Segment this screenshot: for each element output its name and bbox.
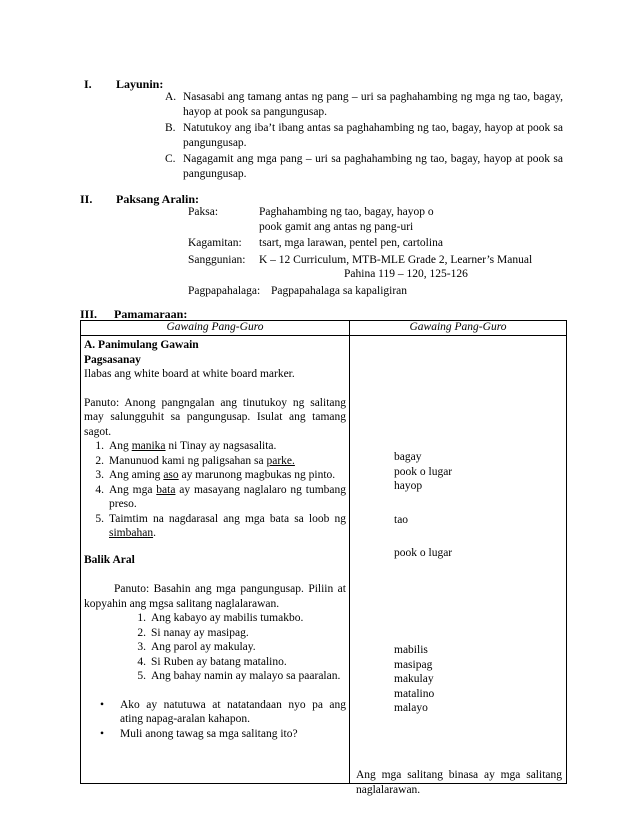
pagpapahalaga-row: Pagpapahalaga: Pagpapahalaga sa kapaligiran [188, 284, 408, 297]
list-item: 5. Taimtim na nagdarasal ang mga bata sa loob ng simbahan. [95, 512, 346, 539]
list-item: 1. Ang kabayo ay mabilis tumakbo. [137, 612, 304, 624]
bullet-item: • Muli anong tawag sa mga salitang ito? [84, 727, 346, 742]
pamamaraan-table [80, 320, 567, 796]
answers-2 [394, 643, 434, 716]
section-title: Pamamaraan: [114, 307, 188, 321]
answer: tao [394, 513, 409, 526]
answers-1 [394, 450, 452, 561]
paksang-aralin-details [188, 205, 568, 298]
ilabas-text: Ilabas ang white board at white board marker. [84, 368, 295, 380]
list-item: 1. Ang manika ni Tinay ay nagsasalita. [95, 440, 277, 452]
sanggunian-row: Sanggunian: K – 12 Curriculum, MTB-MLE Grade 2, Learner’s Manual Pahina 119 – 120, 125-126 [188, 253, 533, 280]
objective-item: C. Nagagamit ang mga pang – uri sa paghahambing ng tao, bagay, hayop at pook sa pangungusap. [165, 153, 563, 180]
panimulang-gawain-heading: A. Panimulang Gawain [84, 339, 199, 351]
balik-aral-list [84, 611, 346, 684]
section-title: Layunin: [116, 77, 164, 91]
final-answer: Ang mga salitang binasa ay mga salitang naglalarawan. [356, 769, 562, 796]
bullet-icon: • [99, 698, 105, 711]
list-item: 4. Si Ruben ay batang matalino. [137, 655, 287, 668]
panuto-2: Panuto: Basahin ang mga pangungusap. Piliin at kopyahin ang mgsa salitang naglalarawan. [84, 583, 346, 610]
answer: makulay [394, 673, 434, 685]
objectives-list [165, 90, 563, 183]
teacher-activity-cell [81, 336, 350, 784]
answer: pook o lugar [394, 465, 453, 478]
answer: pook o lugar [394, 547, 453, 559]
section-title: Paksang Aralin: [116, 192, 200, 206]
list-item: 3. Ang parol ay makulay. [137, 641, 256, 653]
objective-item: A. Nasasabi ang tamang antas ng pang – uri sa paghahambing ng mga ng tao, bagay, hayop at pook sa pangungusap. [165, 91, 563, 118]
answer: matalino [394, 687, 435, 700]
answer: malayo [394, 702, 428, 714]
pagsasanay-heading: Pagsasanay [84, 353, 141, 366]
objective-item: B. Natutukoy ang iba’t ibang antas sa paghahambing ng tao, bagay, hayop at pook sa pangungusap. [165, 122, 563, 149]
bullet-item: • Ako ay natutuwa at natatandaan nyo pa ang ating napag-aralan kahapon. [84, 698, 346, 727]
list-item: 4. Ang mga bata ay masayang naglalaro ng tumbang preso. [95, 483, 346, 510]
column-header-right: Gawaing Pang-Guro [350, 321, 567, 336]
table-header-row [81, 321, 567, 336]
section-number: II. [80, 192, 93, 206]
answer: bagay [394, 451, 422, 463]
answer-cell [350, 336, 567, 796]
answer: mabilis [394, 644, 428, 656]
balik-aral-heading: Balik Aral [84, 553, 135, 566]
table-body-row [81, 336, 567, 784]
bullet-icon: • [99, 727, 105, 740]
list-item: 3. Ang aming aso ay marunong magbukas ng pinto. [95, 469, 336, 481]
answer: masipag [394, 658, 433, 671]
section-number: III. [80, 307, 98, 321]
paksa-row: Paksa: Paghahambing ng tao, bagay, hayop o pook gamit ang antas ng pang-uri [188, 206, 434, 233]
section-number: I. [84, 77, 92, 91]
list-item: 2. Manunuod kami ng paligsahan sa parke. [95, 454, 295, 467]
kagamitan-row: Kagamitan: tsart, mga larawan, pentel pen, cartolina [188, 237, 443, 249]
panuto-1: Panuto: Anong pangngalan ang tinutukoy ng salitang may salungguhit sa pangungusap. Isulat ang tamang sagot. [84, 396, 346, 438]
list-item: 5. Ang bahay namin ay malayo sa paaralan. [137, 670, 341, 682]
list-item: 2. Si nanay ay masipag. [137, 626, 249, 639]
column-header-left: Gawaing Pang-Guro [81, 321, 350, 336]
answer: hayop [394, 480, 423, 492]
